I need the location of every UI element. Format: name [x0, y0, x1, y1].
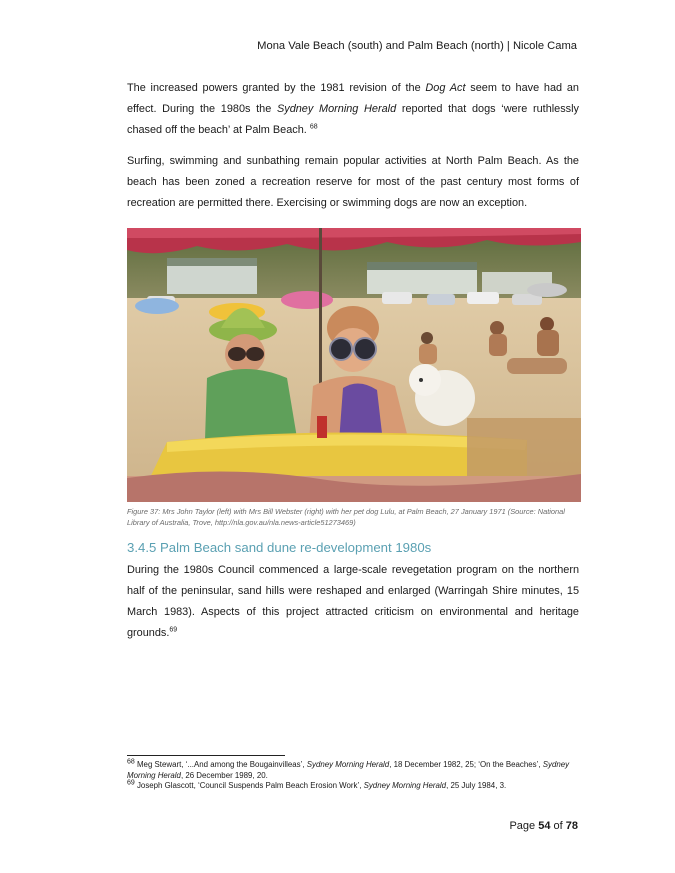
paragraph-dog-act: The increased powers granted by the 1981 revision of the Dog Act seem to have had an effect. During the 1980s the Sydney Morning Herald reported that dogs ‘were ruthlessly chased off the beach’ at Palm Beach. $^{68}$ — [127, 82, 579, 136]
figure-caption: Figure 37: Mrs John Taylor (left) with Mrs Bill Webster (right) with her pet dog Lulu, at Palm Beach, 27 January 1971 (Source: National Library of Australia, Trove, http://nla.gov.au/nla.news-article51273469) — [127, 507, 565, 527]
total-pages: 78 — [565, 820, 578, 832]
paragraph-sand-dune: During the 1980s Council commenced a large-scale revegetation program on the northern half of the peninsular, sand hills were reshaped and enlarged (Warringah Shire minutes, 15 March 1983). Aspects of this project attracted criticism on environmental and heritage grounds.$^{69}$ — [127, 564, 579, 639]
paragraph-recreation: Surfing, swimming and sunbathing remain popular activities at North Palm Beach. As the beach has been zoned a recreation reserve for most of the past century most forms of recreation are permitted there. Exercising or swimming dogs are now an exception. — [127, 155, 579, 209]
section-heading: 3.4.5 Palm Beach sand dune re-development 1980s — [127, 540, 432, 555]
newspaper-title: Sydney Morning Herald — [276, 103, 397, 115]
current-page: 54 — [538, 820, 551, 832]
footnote-ref-69[interactable]: 69 — [169, 626, 178, 634]
footnote-divider — [127, 755, 285, 756]
footnote-ref-68[interactable]: 68 — [309, 123, 318, 131]
running-header: Mona Vale Beach (south) and Palm Beach (north) | Nicole Cama — [257, 40, 577, 52]
dog-act-title: Dog Act — [425, 82, 466, 94]
page-number: Page 54 of 78 — [509, 820, 578, 832]
beach-photograph — [127, 228, 581, 502]
footnote-68: $^{68}$ Meg Stewart, ‘...And among the Bougainvilleas’, Sydney Morning Herald, 18 December 1982, 25; ‘On the Beaches’, Sydney Morning Herald, 26 December 1989, 20. — [127, 758, 570, 780]
footnote-69: $^{69}$ Joseph Glascott, ‘Council Suspends Palm Beach Erosion Work’, Sydney Morning Herald, 25 July 1984, 3. — [127, 779, 507, 790]
